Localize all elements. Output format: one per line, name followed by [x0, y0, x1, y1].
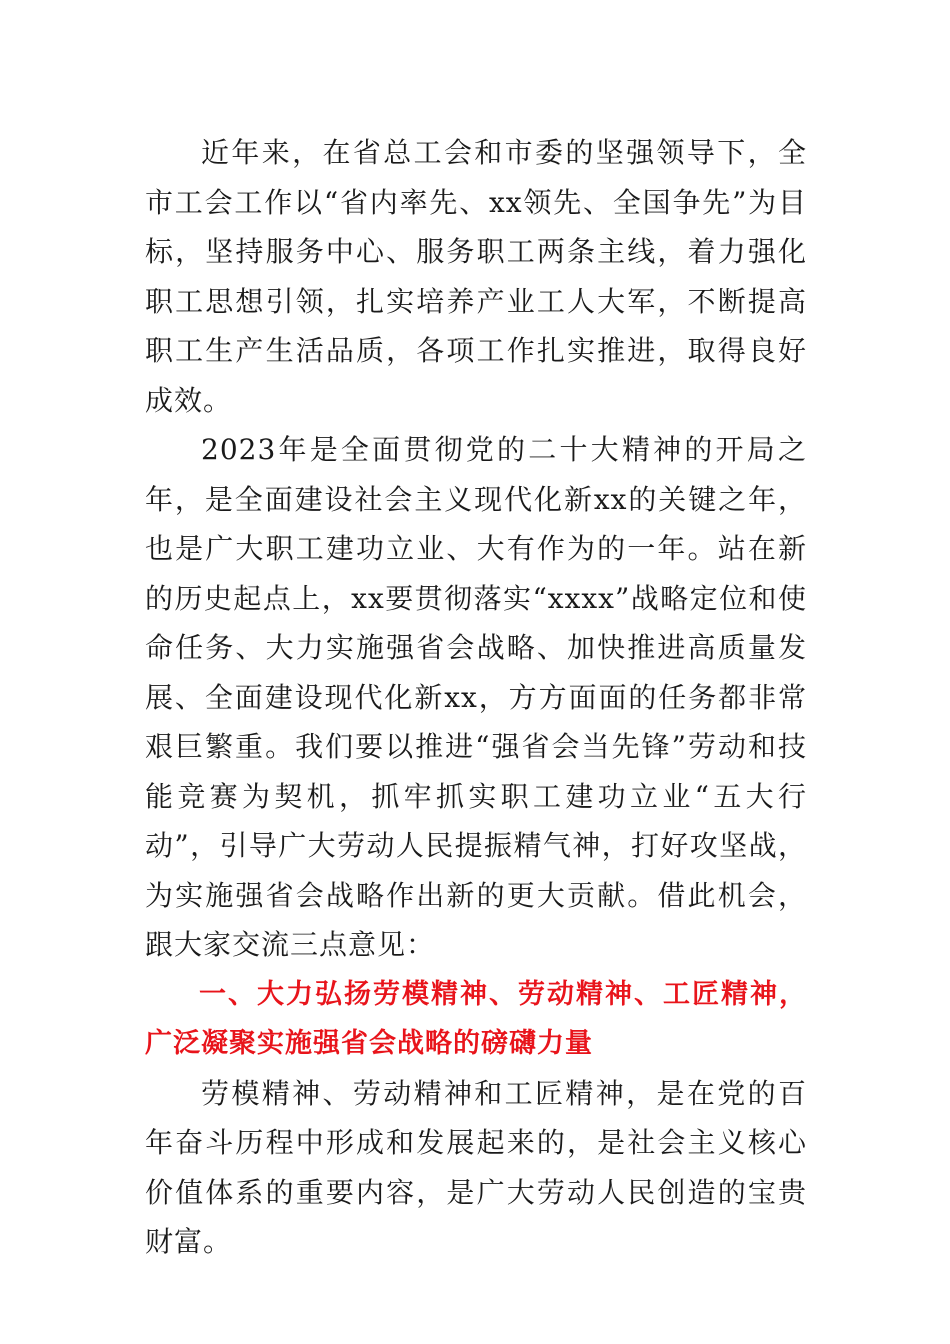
- section-paragraph: 劳模精神、劳动精神和工匠精神，是在党的百年奋斗历程中形成和发展起来的，是社会主义核心价值体系的重要内容，是广大劳动人民创造的宝贵财富。: [145, 1076, 807, 1258]
- intro-paragraph: 近年来，在省总工会和市委的坚强领导下，全市工会工作以“省内率先、xx领先、全国争先”为目标，坚持服务中心、服务职工两条主线，着力强化职工思想引领，扎实培养产业工人大军，不断提高职工生产生活品质，各项工作扎实推进，取得良好成效。: [145, 136, 807, 417]
- document-body: [145, 128, 807, 1267]
- section-heading: 一、大力弘扬劳模精神、劳动精神、工匠精神，广泛凝聚实施强省会战略的磅礴力量: [145, 978, 807, 1059]
- context-paragraph: 2023年是全面贯彻党的二十大精神的开局之年，是全面建设社会主义现代化新xx的关键之年，也是广大职工建功立业、大有作为的一年。站在新的历史起点上，xx要贯彻落实“xxxx”战略定位和使命任务、大力实施强省会战略、加快推进高质量发展、全面建设现代化新xx，方方面面的任务都非常艰巨繁重。我们要以推进“强省会当先锋”劳动和技能竞赛为契机，抓牢抓实职工建功立业“五大行动”，引导广大劳动人民提振精气神，打好攻坚战，为实施强省会战略作出新的更大贡献。借此机会，跟大家交流三点意见：: [145, 433, 807, 961]
